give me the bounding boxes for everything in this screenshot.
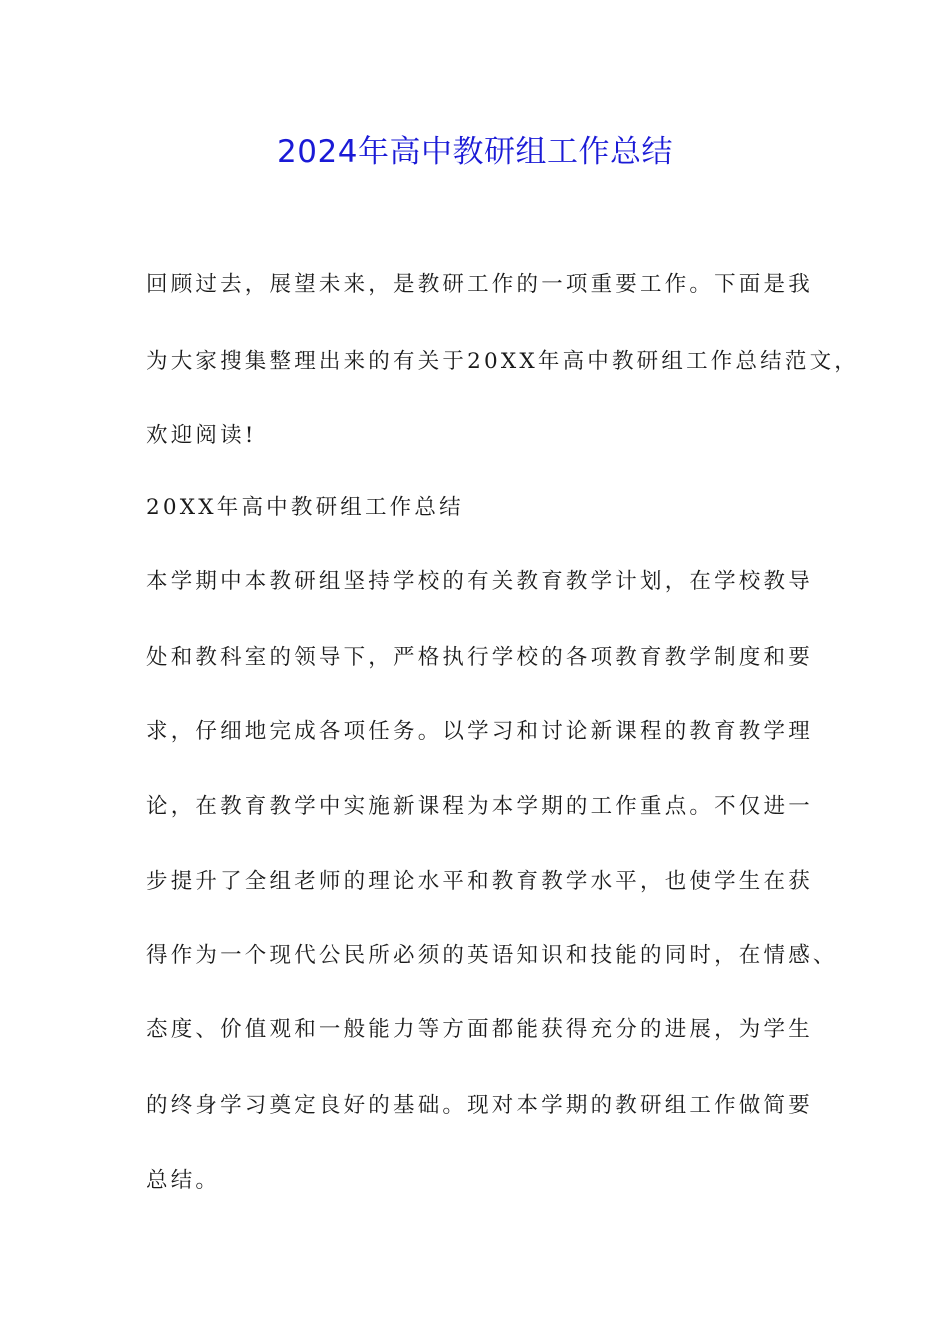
body-line-6: 得作为一个现代公民所必须的英语知识和技能的同时，在情感、 xyxy=(146,943,838,968)
body-line-1: 本学期中本教研组坚持学校的有关教育教学计划，在学校教导 xyxy=(146,569,813,594)
body-line-8: 的终身学习奠定良好的基础。现对本学期的教研组工作做简要 xyxy=(146,1093,813,1118)
intro-line-3: 欢迎阅读! xyxy=(146,423,257,448)
body-line-4: 论，在教育教学中实施新课程为本学期的工作重点。不仅进一 xyxy=(146,794,813,819)
page-title: 2024年高中教研组工作总结 xyxy=(277,134,673,170)
body-line-7: 态度、价值观和一般能力等方面都能获得充分的进展，为学生 xyxy=(146,1017,813,1042)
intro-line-2: 为大家搜集整理出来的有关于20XX年高中教研组工作总结范文， xyxy=(146,349,859,374)
body-line-3: 求，仔细地完成各项任务。以学习和讨论新课程的教育教学理 xyxy=(146,719,813,744)
intro-line-1: 回顾过去，展望未来，是教研工作的一项重要工作。下面是我 xyxy=(146,272,813,297)
body-line-2: 处和教科室的领导下，严格执行学校的各项教育教学制度和要 xyxy=(146,645,813,670)
section-heading: 20XX年高中教研组工作总结 xyxy=(146,495,464,520)
body-line-9: 总结。 xyxy=(146,1168,221,1193)
body-line-5: 步提升了全组老师的理论水平和教育教学水平，也使学生在获 xyxy=(146,869,813,894)
